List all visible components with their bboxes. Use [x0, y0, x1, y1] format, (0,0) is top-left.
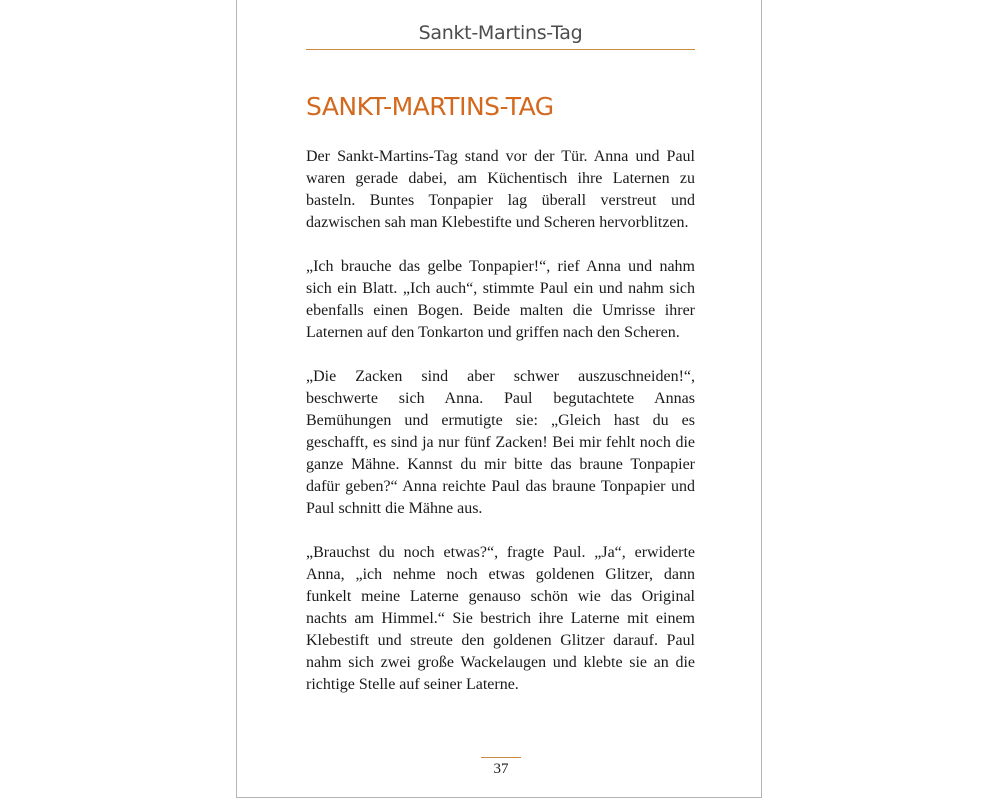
paragraph-3: „Die Zacken sind aber schwer auszuschneiden!“, beschwerte sich Anna. Paul begutachtete Annas Bemühungen und ermutigte sie: „Gleich hast du es geschafft, es sind ja nur fünf Zacken! Bei mir fehlt noch die ganze Mähne. Kannst du mir bitte das braune Tonpapier dafür geben?“ Anna reichte Paul das braune Tonpapier und Paul schnitt die Mähne aus.	[306, 368, 695, 517]
header-rule	[306, 49, 695, 50]
chapter-title: SANKT-MARTINS-TAG	[306, 92, 554, 121]
book-page	[236, 0, 762, 798]
paragraph-2: „Ich brauche das gelbe Tonpapier!“, rief Anna und nahm sich ein Blatt. „Ich auch“, stimmte Paul ein und nahm sich ebenfalls einen Bogen. Beide malten die Umrisse ihrer Laternen auf den Tonkarton und griffen nach den Scheren.	[306, 258, 695, 341]
page-number: 37	[493, 761, 509, 777]
paragraph-4: „Brauchst du noch etwas?“, fragte Paul. „Ja“, erwiderte Anna, „ich nehme noch etwas goldenen Glitzer, dann funkelt meine Laterne genauso schön wie das Original nachts am Himmel.“ Sie bestrich ihre Laterne mit einem Klebestift und streute den goldenen Glitzer darauf. Paul nahm sich zwei große Wackelaugen und klebte sie an die richtige Stelle auf seiner Laterne.	[306, 544, 695, 693]
running-header: Sankt-Martins-Tag	[418, 22, 583, 44]
footer-rule	[481, 757, 521, 758]
paragraph-1: Der Sankt-Martins-Tag stand vor der Tür. Anna und Paul waren gerade dabei, am Küchentisch ihre Laternen zu basteln. Buntes Tonpapier lag überall verstreut und dazwischen sah man Klebestifte und Scheren hervorblitzen.	[306, 148, 695, 231]
body-text	[306, 146, 695, 718]
